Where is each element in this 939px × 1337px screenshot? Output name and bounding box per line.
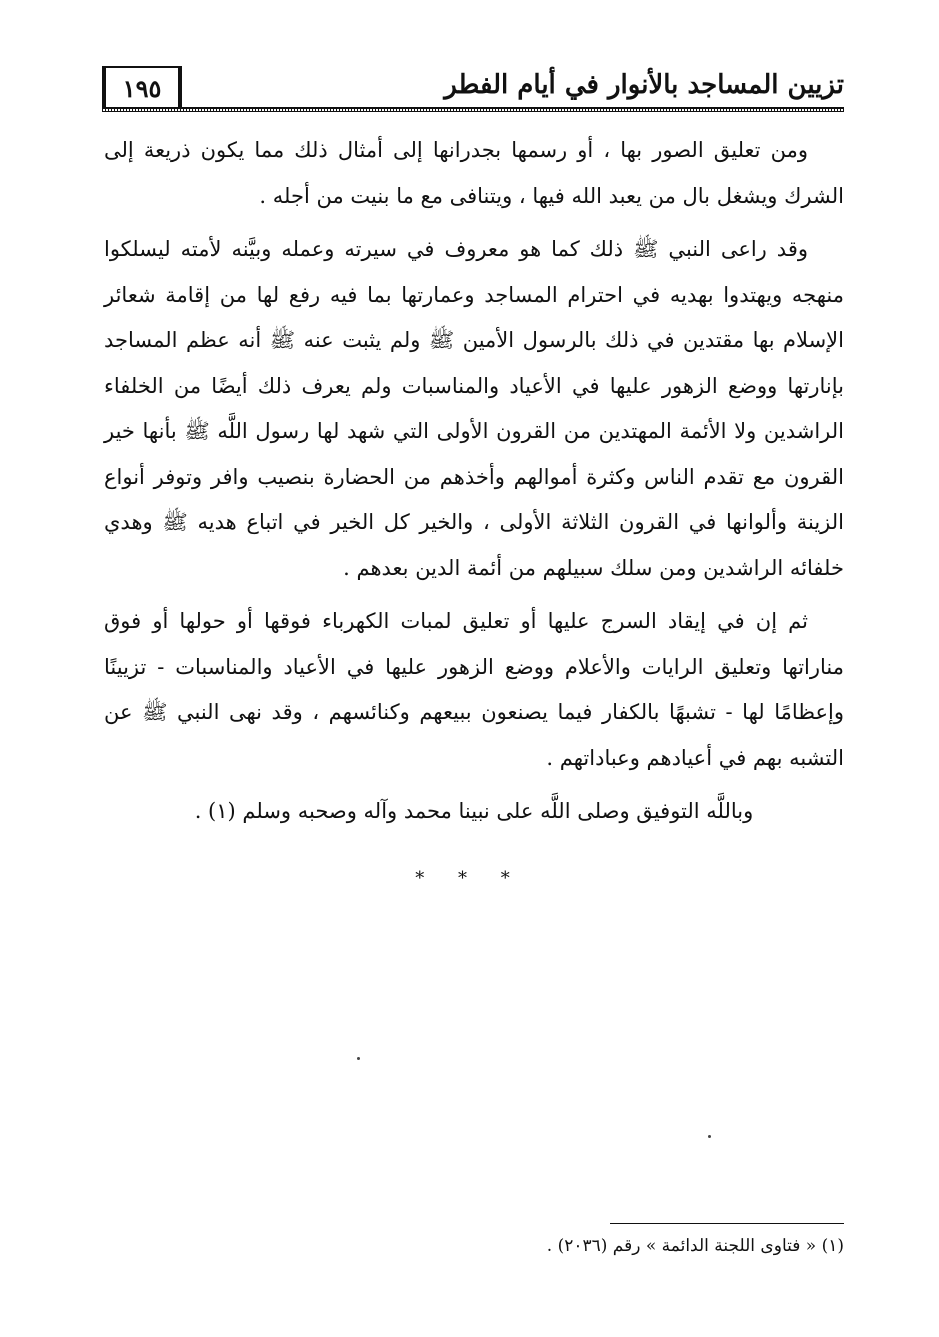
paragraph-3: ثم إن في إيقاد السرج عليها أو تعليق لمبات الكهرباء فوقها أو حولها أو فوق مناراتها وتعليق الرايات والأعلام ووضع الزهور عليها في الأعياد والمناسبات - تزيينًا وإعظامًا لها - تشبهًا بالكفار فيما يصنعون ببيعهم وكنائسهم ، وقد نهى النبي ﷺ عن التشبه بهم في أعيادهم وعباداتهم .: [104, 609, 844, 770]
page-number: ١٩٥: [102, 66, 182, 108]
footnote-rule: [610, 1223, 844, 1224]
running-title: تزيين المساجد بالأنوار في أيام الفطر: [444, 70, 844, 100]
section-separator: * * *: [415, 868, 524, 889]
paragraph-1: ومن تعليق الصور بها ، أو رسمها بجدرانها إلى أمثال ذلك مما يكون ذريعة إلى الشرك ويشغل بال من يعبد الله فيها ، ويتنافى مع ما بنيت من أجله .: [104, 138, 844, 208]
scan-speck: [357, 1057, 360, 1060]
footnote: (١) « فتاوى اللجنة الدائمة » رقم (٢٠٣٦) .: [546, 1236, 844, 1256]
page-header: [102, 66, 844, 112]
scan-speck: [708, 1135, 711, 1138]
paragraph-2: وقد راعى النبي ﷺ ذلك كما هو معروف في سيرته وعمله وبيَّنه لأمته ليسلكوا منهجه ويهتدوا بهديه في احترام المساجد وعمارتها بما فيه رفع لها من إقامة شعائر الإسلام بها مقتدين في ذلك بالرسول الأمين ﷺ ولم يثبت عنه ﷺ أنه عظم المساجد بإنارتها ووضع الزهور عليها في الأعياد والمناسبات ولم يعرف ذلك أيضًا من الخلفاء الراشدين ولا الأئمة المهتدين من القرون الأولى التي شهد لها رسول اللَّه ﷺ بأنها خير القرون مع تقدم الناس وكثرة أموالهم وأخذهم من الحضارة بنصيب وافر وتوفر أنواع الزينة وألوانها في القرون الثلاثة الأولى ، والخير كل الخير في اتباع هديه ﷺ وهدي خلفائه الراشدين ومن سلك سبيلهم من أئمة الدين بعدهم .: [104, 237, 844, 580]
closing-line: وباللَّه التوفيق وصلى اللَّه على نبينا محمد وآله وصحبه وسلم (١) .: [194, 799, 754, 823]
body-text: [104, 128, 844, 843]
header-rule: [102, 107, 844, 112]
